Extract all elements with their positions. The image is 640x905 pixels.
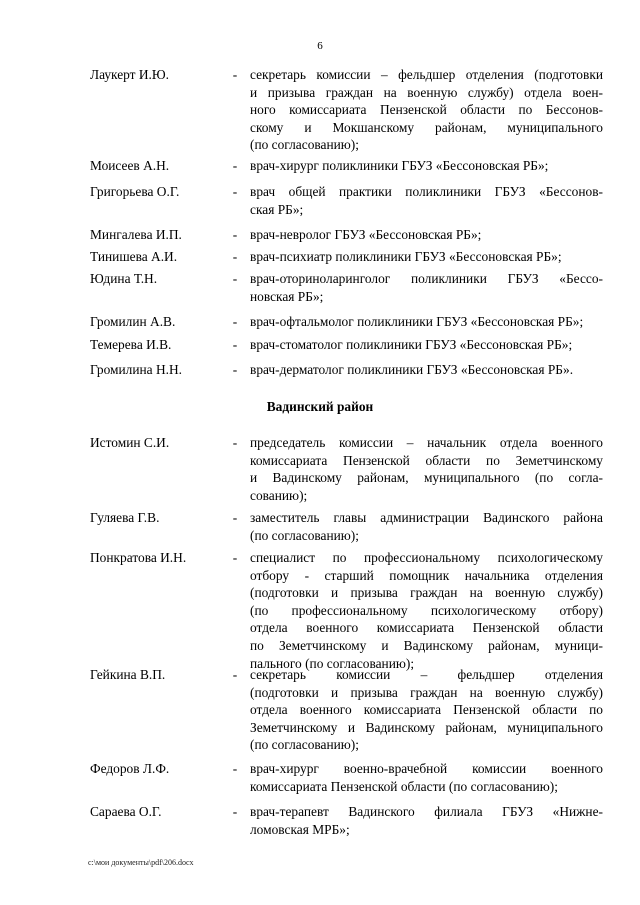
role-line: ломовская МРБ»;	[250, 821, 350, 837]
member-name: Темерева И.В.	[90, 337, 172, 352]
dash-separator: -	[232, 249, 238, 264]
role-line: специалист по профессиональному психологическому	[250, 550, 603, 565]
member-name: Тинишева А.И.	[90, 249, 178, 264]
role-line: (по согласованию);	[250, 737, 359, 753]
member-role	[250, 760, 603, 795]
role-line: отдела военного комиссариата Пензенской области по	[250, 702, 603, 718]
dash-separator: -	[232, 337, 238, 352]
member-name: Лаукерт И.Ю.	[90, 67, 170, 82]
dash-separator: -	[232, 314, 238, 329]
role-line: секретарь комиссии – фельдшер отделения	[250, 667, 603, 682]
role-line: (подготовки и призыва граждан на военную службу)	[250, 585, 603, 601]
dash-separator: -	[232, 761, 238, 776]
member-name: Истомин С.И.	[90, 435, 170, 450]
role-line: врач-психиатр поликлиники ГБУЗ «Бессоновская РБ»;	[250, 249, 562, 264]
dash-separator: -	[232, 510, 238, 525]
file-path-footer: c:\мои документы\pdf\206.docx	[88, 858, 194, 867]
member-role	[250, 803, 603, 838]
role-line: (по профессиональному психологическому отбору)	[250, 602, 603, 618]
member-name: Моисеев А.Н.	[90, 158, 170, 173]
member-name: Громилин А.В.	[90, 314, 176, 329]
role-line: председатель комиссии – начальник отдела военного	[250, 435, 603, 450]
dash-separator: -	[232, 667, 238, 682]
member-role	[250, 549, 603, 672]
role-line: врач-хирург военно-врачебной комиссии военного	[250, 761, 603, 776]
member-name: Понкратова И.Н.	[90, 550, 187, 565]
member-name: Юдина Т.Н.	[90, 271, 158, 286]
member-role	[250, 226, 603, 244]
section-title: Вадинский район	[266, 399, 374, 414]
role-line: Земетчинскому и Вадинскому районам, муниципального	[250, 719, 603, 735]
dash-separator: -	[232, 271, 238, 286]
role-line: врач-терапевт Вадинского филиала ГБУЗ «Нижне-	[250, 804, 603, 819]
role-line: отбору - старший помощник начальника отделения	[250, 567, 603, 583]
role-line: и призыва граждан на военную службу) отдела воен-	[250, 84, 603, 100]
role-line: ного комиссариата Пензенской области по Бессонов-	[250, 102, 603, 118]
role-line: врач-дерматолог поликлиники ГБУЗ «Бессоновская РБ».	[250, 362, 574, 377]
role-line: комиссариата Пензенской области по Земетчинскому	[250, 452, 603, 468]
role-line: врач-офтальмолог поликлиники ГБУЗ «Бессоновская РБ»;	[250, 314, 584, 329]
role-line: (по согласованию);	[250, 137, 359, 153]
page-number: 6	[317, 40, 323, 52]
role-line: новская РБ»;	[250, 288, 324, 304]
dash-separator: -	[232, 158, 238, 173]
member-name: Гуляева Г.В.	[90, 510, 160, 525]
role-line: комиссариата Пензенской области (по согласованию);	[250, 778, 558, 794]
role-line: врач общей практики поликлиники ГБУЗ «Бессонов-	[250, 184, 603, 199]
dash-separator: -	[232, 362, 238, 377]
member-name: Сараева О.Г.	[90, 804, 162, 819]
role-line: и Вадинскому районам, муниципального (по согла-	[250, 470, 603, 486]
role-line: скому и Мокшанскому районам, муниципального	[250, 119, 603, 135]
role-line: секретарь комиссии – фельдшер отделения (подготовки	[250, 67, 603, 82]
member-role	[250, 509, 603, 544]
member-name: Григорьева О.Г.	[90, 184, 180, 199]
member-role	[250, 66, 603, 154]
member-role	[250, 361, 603, 379]
dash-separator: -	[232, 435, 238, 450]
role-line: врач-невролог ГБУЗ «Бессоновская РБ»;	[250, 227, 482, 242]
role-line: ская РБ»;	[250, 201, 304, 217]
role-line: пального (по согласованию);	[250, 655, 415, 671]
dash-separator: -	[232, 184, 238, 199]
dash-separator: -	[232, 550, 238, 565]
member-role	[250, 666, 603, 754]
role-line: врач-оториноларинголог поликлиники ГБУЗ «Бессо-	[250, 271, 603, 286]
member-name: Гейкина В.П.	[90, 667, 166, 682]
dash-separator: -	[232, 67, 238, 82]
role-line: по Земетчинскому и Вадинскому районам, муници-	[250, 637, 603, 653]
dash-separator: -	[232, 227, 238, 242]
role-line: врач-хирург поликлиники ГБУЗ «Бессоновская РБ»;	[250, 158, 549, 173]
member-role	[250, 270, 603, 305]
role-line: (подготовки и призыва граждан на военную службу)	[250, 684, 603, 700]
member-role	[250, 248, 603, 266]
member-role	[250, 157, 603, 175]
member-role	[250, 313, 603, 331]
dash-separator: -	[232, 804, 238, 819]
member-role	[250, 336, 603, 354]
role-line: врач-стоматолог поликлиники ГБУЗ «Бессоновская РБ»;	[250, 337, 573, 352]
role-line: сованию);	[250, 487, 308, 503]
member-name: Мингалева И.П.	[90, 227, 182, 242]
member-name: Федоров Л.Ф.	[90, 761, 170, 776]
member-role	[250, 434, 603, 504]
member-name: Громилина Н.Н.	[90, 362, 183, 377]
member-role	[250, 183, 603, 218]
role-line: отдела военного комиссариата Пензенской области	[250, 620, 603, 636]
role-line: (по согласованию);	[250, 527, 359, 543]
role-line: заместитель главы администрации Вадинского района	[250, 510, 603, 525]
